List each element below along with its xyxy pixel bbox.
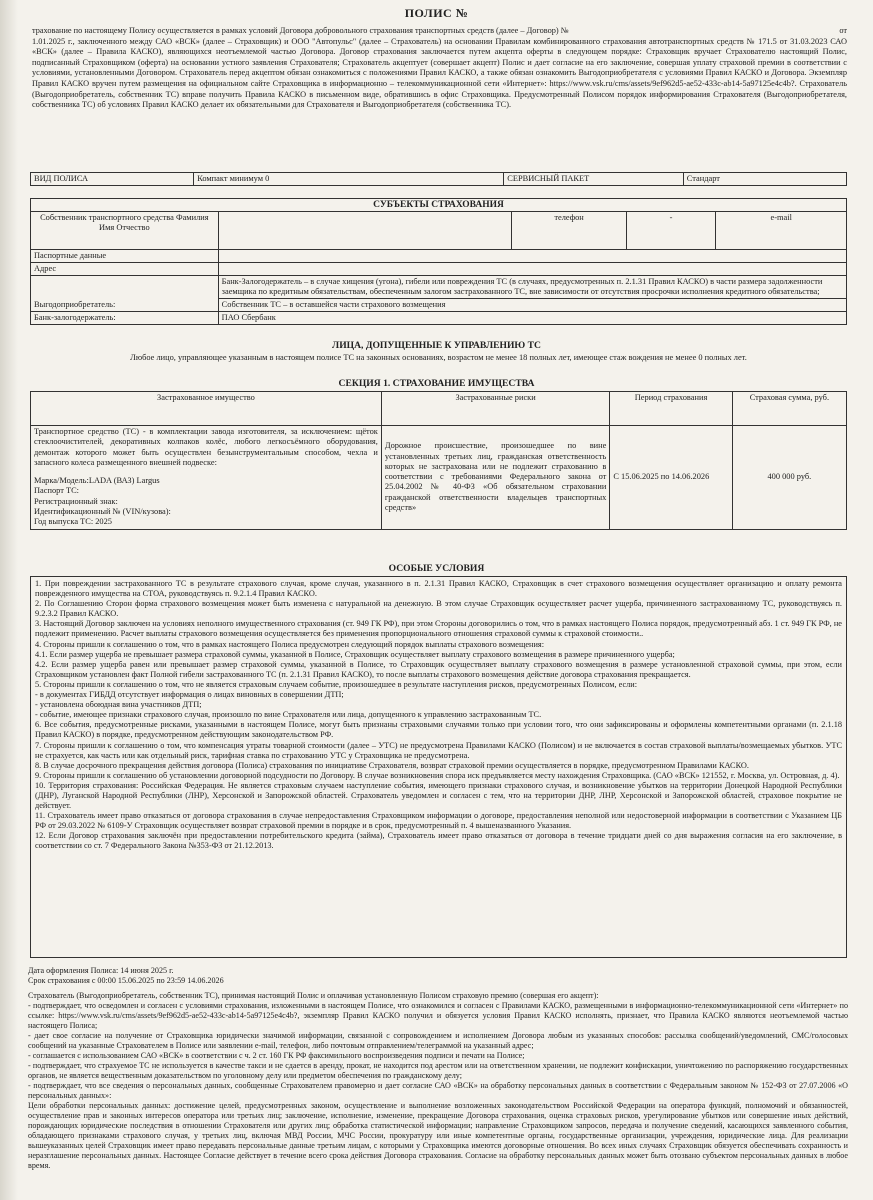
risks-cell: Дорожное происшествие, произошедшее по вине установленных третьих лиц, гражданская ответственность которых не застрахована или не подлежит страхованию в соответствии с требованиями Федерального закона от 25.04.2002 № 40-ФЗ «Об обязательном страховании гражданской ответственности владельцев транспортных средств» xyxy=(381,426,609,530)
special-item: - событие, имеющее признаки страхового случая, произошло по вине Страхователя или лица, допущенного к управлению застрахованным ТС. xyxy=(35,710,542,720)
sum-cell: 400 000 руб. xyxy=(732,426,846,530)
phone-value: - xyxy=(626,212,716,250)
intro-body: 1.01.2025 г., заключенного между САО «ВСК» (далее – Страховщик) и ООО "Автопульс" (далее – Страхователь) на основании Правилам комбинированного страхования автотранспортных средств № 171.5 от 31.03.2023 САО «ВСК» (далее – Правила КАСКО), являющихся неотъемлемой частью Договора. Договор страхования заключается путем акцепта оферты в следующем порядке: Страховщик вручает Страхователю настоящий Полис, подписанный Страховщиком (оферта) на основании устного заявления Страхователя; Страхователь акцептует (совершает акцепт) Полис и дает согласие на его заключение, совершая уплату страховой премии в соответствии с условиями, установленными Договором. Страхователь перед акцептом обязан ознакомиться с положениями Правил КАСКО, а также обязан ознакомить Выгодоприобретателя с условиями Правил КАСКО и Договора. Экземпляр Правил КАСКО вручен путем размещения на официальном сайте Страховщика в информационно – телекоммуникационной сети «Интернет»: https://www.vsk.ru/cms/assets/9ef962d5-ae52-433c-ab14-5a97125e4c4b?. Страхователь (Выгодоприобретатель, собственник ТС) вправе получить Правила КАСКО в письменном виде, обратившись в офис Страховщика. Предусмотренный Полисом порядок информирования Страхователя (Выгодоприобретателя, собственника ТС) об условиях Правил КАСКО делает их обязательными для Страхователя и Выгодоприобретателя (собственника ТС). xyxy=(32,36,847,110)
bottom-line: Цели обработки персональных данных: достижение целей, предусмотренных законом, осуществление и выполнение возложенных законодательством Российской Федерации на оператора функций, полномочий и обязанностей, осуществление прав и законных интересов оператора или третьих лиц; заключение, исполнение, изменение, прекращение Договора страхования, оценка страховых рисков, урегулирование убытков или совершение иных действий, порождающих юридические последствия в отношении Страхователя или других лиц; обработка статистической информации; направление Страховщиком запросов, передача и получение сведений, касающихся заявленного события, обладающего признаками страхового случая, у третьих лиц, включая МВД России, МЧС России, прокуратуру или иные компетентные органы, государственные организации, учреждения, юридические лица. Для реализации вышеуказанных целей Страховщик имеет право передавать персональные данные третьим лицам, с которыми у Страховщика имеются договорные отношения. Во всех иных случаях Страховщик обязуется обеспечивать сохранность и неразглашение персональных данных. Настоящее Согласие действует в течение всего срока действия Договора страхования. Согласие на обработку персональных данных может быть отозвано субъектом персональных данных в любое время. xyxy=(28,1101,848,1170)
passport-label: Паспортные данные xyxy=(31,250,219,263)
special-item: 12. Если Договор страхования заключён при предоставлении потребительского кредита (займа), Страхователь имеет право отказаться от договора в течение тридцати дней со дня выражения согласия на его заключение, в соответствии со ст. 7 Федерального Закона №353-ФЗ от 21.12.2013. xyxy=(35,831,842,851)
service-package-value: Стандарт xyxy=(683,173,846,186)
bottom-line: - подтверждает, что страхуемое ТС не используется в качестве такси и не сдается в аренду, прокат, не находится под арестом или на ответственном хранении, не подлежит конфискации, уничтожению по распоряжению государственных органов, не является вещественным доказательством по уголовному делу или предметом обеспечения по гражданскому делу; xyxy=(28,1061,848,1080)
vehicle-reg: Регистрационный знак: xyxy=(34,496,118,506)
policy-title: ПОЛИС № xyxy=(404,6,469,20)
special-item: - установлена обоюдная вина участников ДТП; xyxy=(35,700,202,710)
subjects-table xyxy=(30,198,847,325)
policy-type-value: Компакт минимум 0 xyxy=(194,173,504,186)
intro-first-text: трахование по настоящему Полису осуществляется в рамках условий Договора добровольного страхования транспортных средств (далее – Договор) № xyxy=(32,26,569,35)
special-item: 11. Страхователь имеет право отказаться от договора страхования в случае непредоставления Страховщиком информации о договоре, предоставления неполной или недостоверной информации в соответствии с Указанием ЦБ РФ от 29.03.2022 № 6109-У Страховщик осуществляет возврат страховой премии в порядке и в срок, предусмотренный п. 4 вышеназванного Указания. xyxy=(35,811,842,831)
bottom-line: - подтверждает, что осведомлен и согласен с условиями страхования, изложенными в настоящем Полисе, что ознакомился и согласен с Правилами КАСКО, размещенными в информационно-телекоммуникационной сети «Интернет» по ссылке: https://www.vsk.ru/cms/assets/9ef962d5-ae52-433c-ab14-5a97125e4c4b?, экземпляр Правил КАСКО получил и обязуется условия Правил КАСКО исполнять, признает, что Правила КАСКО являются неотъемлемой частью настоящего Полиса; xyxy=(28,1001,848,1030)
address-value xyxy=(218,263,846,276)
email-label: e-mail xyxy=(716,212,847,250)
bottom-line: Страхователь (Выгодоприобретатель, собственник ТС), принимая настоящий Полис и оплачивая установленную Полисом страховую премию (совершая его акцепт): xyxy=(28,991,599,1000)
bottom-section xyxy=(28,966,848,1171)
special-item: 4. Стороны пришли к соглашению о том, что в рамках настоящего Полиса предусмотрен следующий порядок выплаты страхового возмещения: xyxy=(35,639,545,649)
special-item: 6. Все события, предусмотренные рисками, указанными в настоящем Полисе, могут быть признаны страховыми случаями только при условии того, что они зафиксированы и оформлены компетентными органами (п. 2.1.18 Правил КАСКО) в порядке, предусмотренном действующим законодательством РФ. xyxy=(35,720,842,740)
intro-paragraph xyxy=(32,26,847,111)
insurance-term: Срок страхования с 00:00 15.06.2025 по 23:59 14.06.2026 xyxy=(28,976,224,985)
col-risks: Застрахованные риски xyxy=(381,392,609,426)
pledgee-bank-label: Банк-залогодержатель: xyxy=(31,312,219,325)
special-item: 4.1. Если размер ущерба не превышает размера страховой суммы, указанной в Полисе, Страховщик осуществляет выплату страхового возмещения в размере причиненного ущерба; xyxy=(35,649,675,659)
pledgee-bank-value: ПАО Сбербанк xyxy=(218,312,846,325)
special-header: ОСОБЫЕ УСЛОВИЯ xyxy=(388,563,485,574)
special-item: 7. Стороны пришли к соглашению о том, что компенсация утраты товарной стоимости (далее – УТС) не предусмотрена Правилами КАСКО (Полисом) и не включается в состав страховой выплаты/возмещаемых убытков. УТС не страхуется, как часть или как отдельный риск, тарифная ставка по страхованию УТС у Страховщика не предусмотрена. xyxy=(35,740,842,760)
property-description: Транспортное средство (ТС) - в комплектации завода изготовителя, за исключением: щёток стеклоочистителей, декоративных колпаков колёс, любого легкосъёмного оборудования, демонтаж которого может быть осуществлен безынструментальным способом, чехла и запасного колеса размещенного внешней подвеске: xyxy=(34,427,378,467)
drivers-header: ЛИЦА, ДОПУЩЕННЫЕ К УПРАВЛЕНИЮ ТС xyxy=(332,340,541,351)
beneficiary-label: Выгодоприобретатель: xyxy=(31,276,219,312)
special-item: 5. Стороны пришли к соглашению о том, что не является страховым случаем событие, произошедшее в результате наступления рисков, предусмотренных Полисом, если: xyxy=(35,679,638,689)
special-item: 1. При повреждении застрахованного ТС в результате страхового случая, кроме случая, указанного в п. 2.1.31 Правил КАСКО, Страховщик в счет страхового возмещения осуществляет организацию и оплату ремонта поврежденного имущества на СТОА, руководствуясь п. 9.2.1.4 Правил КАСКО. xyxy=(35,579,842,599)
service-package-label: СЕРВИСНЫЙ ПАКЕТ xyxy=(504,173,684,186)
phone-label: телефон xyxy=(512,212,626,250)
intro-tail: от xyxy=(839,26,847,35)
bottom-line: - подтверждает, что все сведения о персональных данных, сообщенные Страхователем правомерно и дает согласие САО «ВСК» на обработку персональных данных в соответствии с Федеральным законом № 152-ФЗ от 27.07.2006 «О персональных данных»: xyxy=(28,1081,848,1100)
special-conditions-box xyxy=(30,576,847,958)
vehicle-year: Год выпуска ТС: 2025 xyxy=(34,517,112,527)
col-period: Период страхования xyxy=(610,392,732,426)
beneficiary-text-owner: Собственник ТС – в оставшейся части страхового возмещения xyxy=(218,299,846,312)
bottom-line: - соглашается с использованием САО «ВСК» в соответствии с ч. 2 ст. 160 ГК РФ факсимильного воспроизведения подписи и печати на Полисе; xyxy=(28,1051,525,1060)
special-item: 8. В случае досрочного прекращения действия договора (Полиса) страхования по инициативе Страхователя, возврат страховой премии осуществляется в порядке, предусмотренном Правилами КАСКО. xyxy=(35,760,749,770)
owner-label: Собственник транспортного средства Фамилия Имя Отчество xyxy=(31,212,219,250)
page-edge-shadow xyxy=(0,0,18,1200)
section1-table xyxy=(30,391,847,530)
owner-value xyxy=(218,212,512,250)
period-cell: С 15.06.2025 по 14.06.2026 xyxy=(610,426,732,530)
intro-first-line xyxy=(32,26,847,37)
beneficiary-text-bank: Банк-Залогодержатель – в случае хищения (угона), гибели или повреждения ТС (в случаях, предусмотренных п. 2.1.31 Правил КАСКО) в части размера задолженности заемщика по кредитным обязательствам, обеспеченным залогом застрахованного ТС, вне зависимости от отсутствия просрочки исполнения кредитного обязательства; xyxy=(218,276,846,299)
col-sum: Страховая сумма, руб. xyxy=(732,392,846,426)
special-item: 4.2. Если размер ущерба равен или превышает размер страховой суммы, указанной в Полисе, то Страховщик осуществляет выплату страхового возмещения в размере установленной страховой суммы, при этом, если Страховщиком установлен факт Полной гибели застрахованного ТС (п. 2.1.31 Правил КАСКО), то после выплаты страхового возмещения действие договора страхования прекращается. xyxy=(35,659,842,679)
subjects-header: СУБЪЕКТЫ СТРАХОВАНИЯ xyxy=(31,199,847,212)
vehicle-pts: Паспорт ТС: xyxy=(34,486,80,496)
special-item: 9. Стороны пришли к соглашению об установлении договорной подсудности по Договору. В случае возникновения спора иск предъявляется месту нахождения Страховщика. (САО «ВСК» 121552, г. Москва, ул. Островная, д. 4). xyxy=(35,770,840,780)
vehicle-make: Марка/Модель:LADA (ВАЗ) Largus xyxy=(34,476,160,486)
vehicle-vin: Идентификационный № (VIN/кузова): xyxy=(34,507,171,517)
drivers-text: Любое лицо, управляющее указанным в настоящем полисе ТС на законных основаниях, возрастом не менее 18 полных лет, имеющее стаж вождения не менее 0 полных лет. xyxy=(130,353,747,362)
special-item: 3. Настоящий Договор заключен на условиях неполного имущественного страхования (ст. 949 ГК РФ), при этом Стороны договорились о том, что в рамках настоящего Полиса порядок, предусмотренный абз. 1 ст. 949 ГК РФ, не подлежит применению. Расчет выплаты страхового возмещения осуществляется без применения пропорционального отношения страховой суммы к страховой стоимости.. xyxy=(35,619,842,639)
policy-type-table xyxy=(30,172,847,186)
passport-value xyxy=(218,250,846,263)
issue-date: Дата оформления Полиса: 14 июня 2025 г. xyxy=(28,966,174,975)
special-item: 10. Территория страхования: Российская Федерация. Не является страховым случаем наступление события, имеющего признаки страхового случая, и возникновение убытков на территории Донецкой Народной Республики (ДНР), Луганской Народной Республики (ЛНР), Херсонской и Запорожской областей. Страхователь уведомлен и согласен с тем, что на территории ДНР, ЛНР, Херсонской и Запорожской областей, страховое покрытие не действует. xyxy=(35,780,842,811)
col-property: Застрахованное имущество xyxy=(31,392,382,426)
bottom-line: - дает свое согласие на получение от Страховщика юридически значимой информации, связанной с сопровождением и исполнением Договора любым из указанных способов: рассылка сообщений/уведомлений, СМС/голосовых сообщений на указанные Страхователем в Полисе или заявлении e-mail, телефон, либо почтовым отправлением/телеграммой на указанный адрес; xyxy=(28,1031,848,1050)
property-cell xyxy=(31,426,382,530)
address-label: Адрес xyxy=(31,263,219,276)
special-item: - в документах ГИБДД отсутствует информация о лицах виновных в совершении ДТП; xyxy=(35,690,344,700)
policy-type-label: ВИД ПОЛИСА xyxy=(31,173,194,186)
special-item: 2. По Соглашению Сторон форма страхового возмещения может быть изменена с натуральной на денежную. В этом случае Страховщик осуществляет расчет ущерба, причиненного застрахованному ТС, руководствуясь п. 9.2.3.2 Правил КАСКО. xyxy=(35,599,842,619)
section1-header: СЕКЦИЯ 1. СТРАХОВАНИЕ ИМУЩЕСТВА xyxy=(338,378,535,389)
